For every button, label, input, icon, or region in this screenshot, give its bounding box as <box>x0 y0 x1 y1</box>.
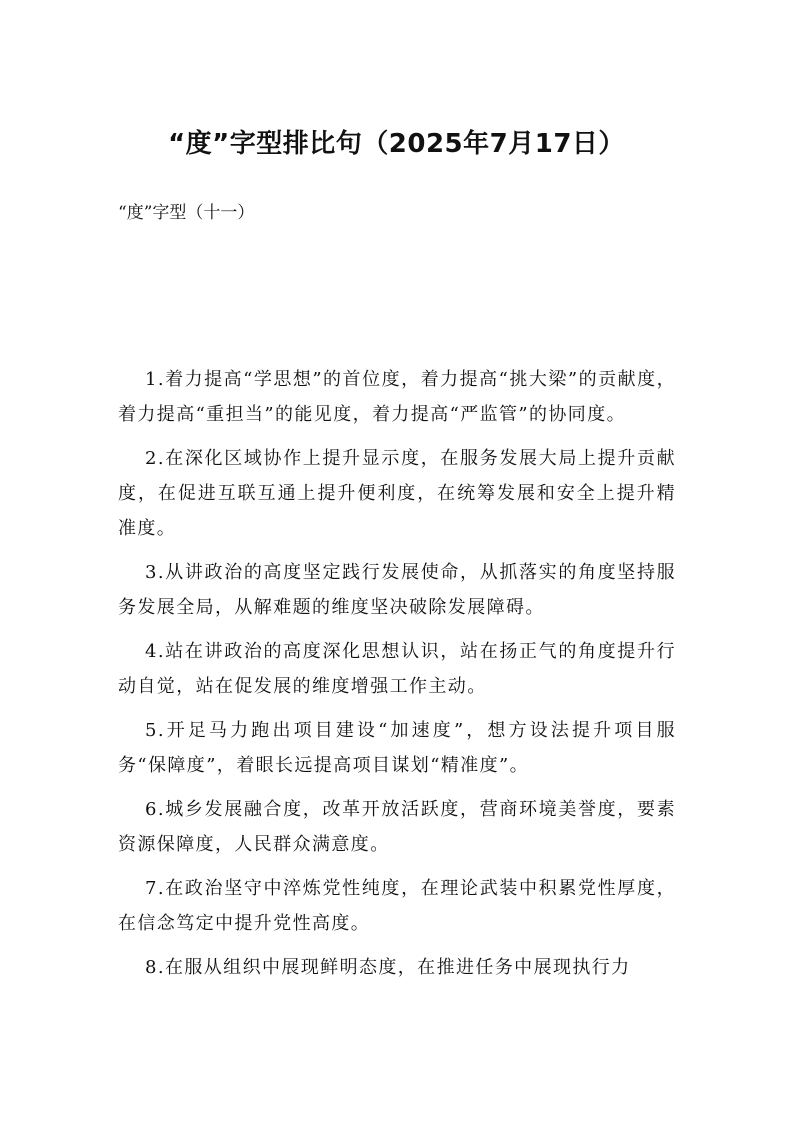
document-title: “度”字型排比句（2025年7月17日） <box>168 129 625 159</box>
paragraph-3: 3.从讲政治的高度坚定践行发展使命，从抓落实的角度坚持服务发展全局，从解难题的维度坚决破除发展障碍。 <box>118 562 676 618</box>
document-body <box>118 362 676 994</box>
paragraph-2: 2.在深化区域协作上提升显示度，在服务发展大局上提升贡献度，在促进互联互通上提升便利度，在统筹发展和安全上提升精准度。 <box>118 448 676 539</box>
paragraph-4: 4.站在讲政治的高度深化思想认识，站在扬正气的角度提升行动自觉，站在促发展的维度增强工作主动。 <box>118 641 676 697</box>
paragraph-7: 7.在政治坚守中淬炼党性纯度，在理论武装中积累党性厚度，在信念笃定中提升党性高度。 <box>118 878 676 934</box>
paragraph-1: 1.着力提高“学思想”的首位度，着力提高“挑大梁”的贡献度，着力提高“重担当”的能见度，着力提高“严监管”的协同度。 <box>118 369 676 425</box>
paragraph-6: 6.城乡发展融合度，改革开放活跃度，营商环境美誉度，要素资源保障度，人民群众满意度。 <box>118 799 676 855</box>
paragraph-8: 8.在服从组织中展现鲜明态度，在推进任务中展现执行力 <box>145 957 631 978</box>
section-subtitle: “度”字型（十一） <box>118 203 255 223</box>
paragraph-5: 5.开足马力跑出项目建设“加速度”，想方设法提升项目服务“保障度”，着眼长远提高项目谋划“精准度”。 <box>118 720 676 776</box>
